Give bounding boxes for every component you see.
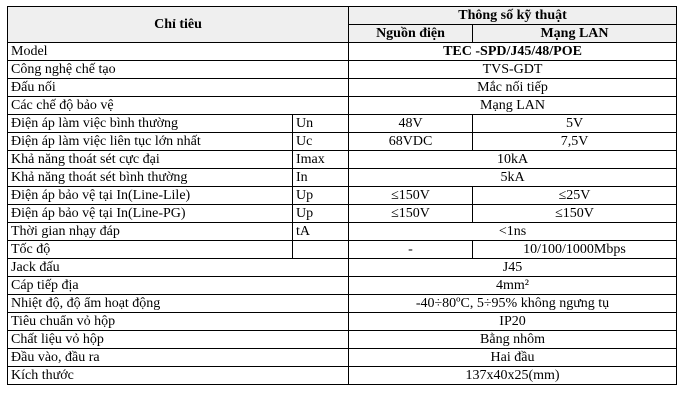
table-row bbox=[8, 79, 677, 97]
table-row bbox=[8, 223, 677, 241]
row-label: Tốc độ bbox=[8, 241, 293, 259]
row-value: Mạng LAN bbox=[349, 97, 677, 115]
row-label: Cáp tiếp địa bbox=[8, 277, 349, 295]
row-label: Điện áp làm việc liên tục lớn nhất bbox=[8, 133, 293, 151]
row-lan-value: ≤25V bbox=[473, 187, 677, 205]
table-row bbox=[8, 259, 677, 277]
header-lan: Mạng LAN bbox=[473, 25, 677, 43]
row-symbol: tA bbox=[293, 223, 349, 241]
row-label: Jack đấu bbox=[8, 259, 349, 277]
row-value: 137x40x25(mm) bbox=[349, 367, 677, 385]
table-row bbox=[8, 97, 677, 115]
table-row bbox=[8, 133, 677, 151]
row-value: TEC -SPD/J45/48/POE bbox=[349, 43, 677, 61]
row-value: TVS-GDT bbox=[349, 61, 677, 79]
row-lan-value: 5V bbox=[473, 115, 677, 133]
row-value: 5kA bbox=[349, 169, 677, 187]
row-label: Các chế độ bảo vệ bbox=[8, 97, 349, 115]
header-row bbox=[8, 7, 677, 25]
spec-table-container bbox=[7, 6, 677, 385]
row-lan-value: ≤150V bbox=[473, 205, 677, 223]
row-value: J45 bbox=[349, 259, 677, 277]
row-value: IP20 bbox=[349, 313, 677, 331]
row-symbol: Imax bbox=[293, 151, 349, 169]
header-power: Nguồn điện bbox=[349, 25, 473, 43]
table-row bbox=[8, 241, 677, 259]
row-symbol: In bbox=[293, 169, 349, 187]
row-label: Khả năng thoát sét bình thường bbox=[8, 169, 293, 187]
row-value: <1ns bbox=[349, 223, 677, 241]
row-label: Tiêu chuẩn vỏ hộp bbox=[8, 313, 349, 331]
header-spec: Chỉ tiêu bbox=[8, 7, 349, 43]
row-label: Model bbox=[8, 43, 349, 61]
table-row bbox=[8, 43, 677, 61]
row-value: 4mm² bbox=[349, 277, 677, 295]
row-label: Công nghệ chế tạo bbox=[8, 61, 349, 79]
table-row bbox=[8, 187, 677, 205]
row-value: 10kA bbox=[349, 151, 677, 169]
row-symbol: Uc bbox=[293, 133, 349, 151]
table-row bbox=[8, 115, 677, 133]
row-power-value: 68VDC bbox=[349, 133, 473, 151]
row-label: Điện áp làm việc bình thường bbox=[8, 115, 293, 133]
table-row bbox=[8, 295, 677, 313]
row-label: Khả năng thoát sét cực đại bbox=[8, 151, 293, 169]
table-row bbox=[8, 349, 677, 367]
row-label: Thời gian nhạy đáp bbox=[8, 223, 293, 241]
row-label: Kích thước bbox=[8, 367, 349, 385]
table-row bbox=[8, 151, 677, 169]
row-lan-value: 7,5V bbox=[473, 133, 677, 151]
header-tech: Thông số kỹ thuật bbox=[349, 7, 677, 25]
table-row bbox=[8, 367, 677, 385]
row-label: Nhiệt độ, độ ẩm hoạt động bbox=[8, 295, 349, 313]
table-row bbox=[8, 331, 677, 349]
table-row bbox=[8, 205, 677, 223]
row-symbol: Un bbox=[293, 115, 349, 133]
row-value: Bằng nhôm bbox=[349, 331, 677, 349]
row-lan-value: 10/100/1000Mbps bbox=[473, 241, 677, 259]
row-label: Đấu nối bbox=[8, 79, 349, 97]
row-power-value: ≤150V bbox=[349, 205, 473, 223]
row-value: -40÷80ºC, 5÷95% không ngưng tụ bbox=[349, 295, 677, 313]
row-label: Đầu vào, đầu ra bbox=[8, 349, 349, 367]
row-power-value: - bbox=[349, 241, 473, 259]
row-power-value: ≤150V bbox=[349, 187, 473, 205]
row-symbol: Up bbox=[293, 187, 349, 205]
spec-table bbox=[7, 6, 677, 385]
row-symbol bbox=[293, 241, 349, 259]
row-label: Điện áp bảo vệ tại In(Line-PG) bbox=[8, 205, 293, 223]
row-value: Mắc nối tiếp bbox=[349, 79, 677, 97]
row-symbol: Up bbox=[293, 205, 349, 223]
table-row bbox=[8, 277, 677, 295]
table-row bbox=[8, 61, 677, 79]
row-label: Chất liệu vỏ hộp bbox=[8, 331, 349, 349]
row-value: Hai đầu bbox=[349, 349, 677, 367]
table-row bbox=[8, 313, 677, 331]
row-power-value: 48V bbox=[349, 115, 473, 133]
table-row bbox=[8, 169, 677, 187]
row-label: Điện áp bảo vệ tại In(Line-Lile) bbox=[8, 187, 293, 205]
